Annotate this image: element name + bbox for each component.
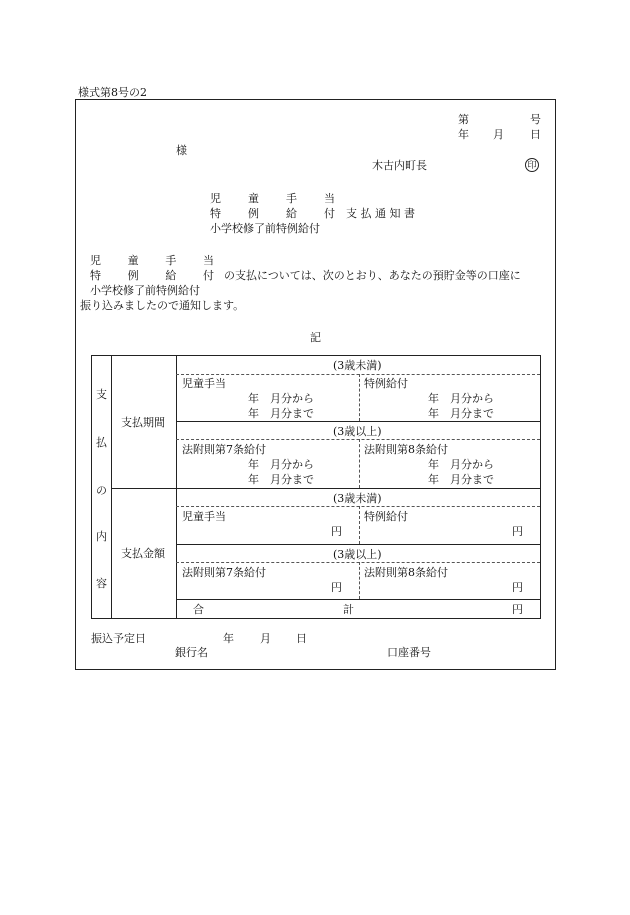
date-year: 年: [458, 128, 469, 141]
number-prefix: 第: [458, 113, 469, 126]
year-label: 年: [248, 407, 259, 420]
amount-mid-divider: [176, 544, 541, 545]
ki-heading: 記: [310, 331, 321, 344]
art8-label: 法附則第8条給付: [364, 566, 448, 579]
under3-header: (3歳未満): [333, 359, 382, 372]
dash-vline: [359, 374, 360, 421]
table-bottom-border: [91, 618, 541, 619]
body-line4: 振り込みましたので通知します。: [80, 299, 245, 312]
vertical-label-char: 容: [96, 577, 107, 590]
yen-label: 円: [512, 581, 523, 594]
account-number-label: 口座番号: [387, 646, 431, 659]
notice-frame: [75, 99, 556, 670]
art8-label: 法附則第8条給付: [364, 443, 448, 456]
month-to-label: 月分まで: [450, 473, 494, 486]
vertical-label-char: 払: [96, 436, 107, 449]
section-divider: [111, 488, 541, 489]
month-from-label: 月分から: [450, 392, 494, 405]
vertical-label-char: 支: [96, 388, 107, 401]
body-item1: 児 童 手 当: [90, 254, 214, 267]
dash-line: [176, 506, 540, 507]
title-line1: 児 童 手 当: [210, 192, 335, 205]
number-suffix: 号: [530, 113, 541, 126]
vertical-label-divider: [111, 355, 112, 619]
table-right-border: [540, 355, 541, 619]
body-item3: 小学校修了前特例給付: [90, 284, 200, 297]
month-to-label: 月分まで: [270, 407, 314, 420]
amount-label: 支払金額: [121, 547, 165, 560]
dash-line: [176, 374, 540, 375]
year-label: 年: [428, 458, 439, 471]
total-divider: [176, 599, 541, 600]
special-benefit-label: 特例給付: [364, 377, 408, 390]
scheduled-date-label: 振込予定日: [91, 632, 146, 645]
date-month: 月: [493, 128, 504, 141]
year-label: 年: [428, 407, 439, 420]
footer-year: 年: [223, 632, 234, 645]
body-item2: 特 例 給 付: [90, 269, 214, 282]
yen-label: 円: [331, 525, 342, 538]
under3-header: (3歳未満): [333, 492, 382, 505]
yen-label: 円: [331, 581, 342, 594]
year-label: 年: [248, 458, 259, 471]
period-label: 支払期間: [121, 416, 165, 429]
title-suffix: 支 払 通 知 書: [346, 207, 415, 220]
year-label: 年: [248, 473, 259, 486]
art7-label: 法附則第7条給付: [182, 566, 266, 579]
year-label: 年: [248, 392, 259, 405]
special-benefit-label: 特例給付: [364, 510, 408, 523]
bank-name-label: 銀行名: [175, 646, 208, 659]
vertical-label-char: の: [96, 484, 107, 497]
table-left-border: [91, 355, 92, 619]
form-label: 様式第8号の2: [78, 86, 147, 99]
footer-day: 日: [296, 632, 307, 645]
year-label: 年: [428, 473, 439, 486]
total-label-a: 合: [193, 603, 204, 616]
child-allowance-label: 児童手当: [182, 377, 226, 390]
total-yen: 円: [512, 603, 523, 616]
child-allowance-label: 児童手当: [182, 510, 226, 523]
dash-vline: [359, 439, 360, 488]
over3-header: (3歳以上): [333, 425, 382, 438]
table-top-border: [91, 355, 541, 356]
title-line3: 小学校修了前特例給付: [210, 222, 320, 235]
addressee-suffix: 様: [176, 144, 187, 157]
dash-vline: [359, 506, 360, 544]
month-to-label: 月分まで: [450, 407, 494, 420]
dash-line: [176, 439, 540, 440]
seal-mark: 印: [525, 158, 539, 172]
total-label-b: 計: [343, 603, 354, 616]
label-column-divider: [176, 355, 177, 619]
dash-line: [176, 562, 540, 563]
title-line2: 特 例 給 付: [210, 207, 335, 220]
over3-header: (3歳以上): [333, 548, 382, 561]
footer-month: 月: [260, 632, 271, 645]
month-from-label: 月分から: [450, 458, 494, 471]
month-from-label: 月分から: [270, 392, 314, 405]
period-mid-divider: [176, 421, 541, 422]
body-item2-text: の支払については、次のとおり、あなたの預貯金等の口座に: [224, 269, 521, 282]
dash-vline: [359, 562, 360, 599]
issuer-name: 木古内町長: [372, 159, 427, 172]
date-day: 日: [530, 128, 541, 141]
year-label: 年: [428, 392, 439, 405]
vertical-label-char: 内: [96, 530, 107, 543]
month-from-label: 月分から: [270, 458, 314, 471]
art7-label: 法附則第7条給付: [182, 443, 266, 456]
month-to-label: 月分まで: [270, 473, 314, 486]
yen-label: 円: [512, 525, 523, 538]
